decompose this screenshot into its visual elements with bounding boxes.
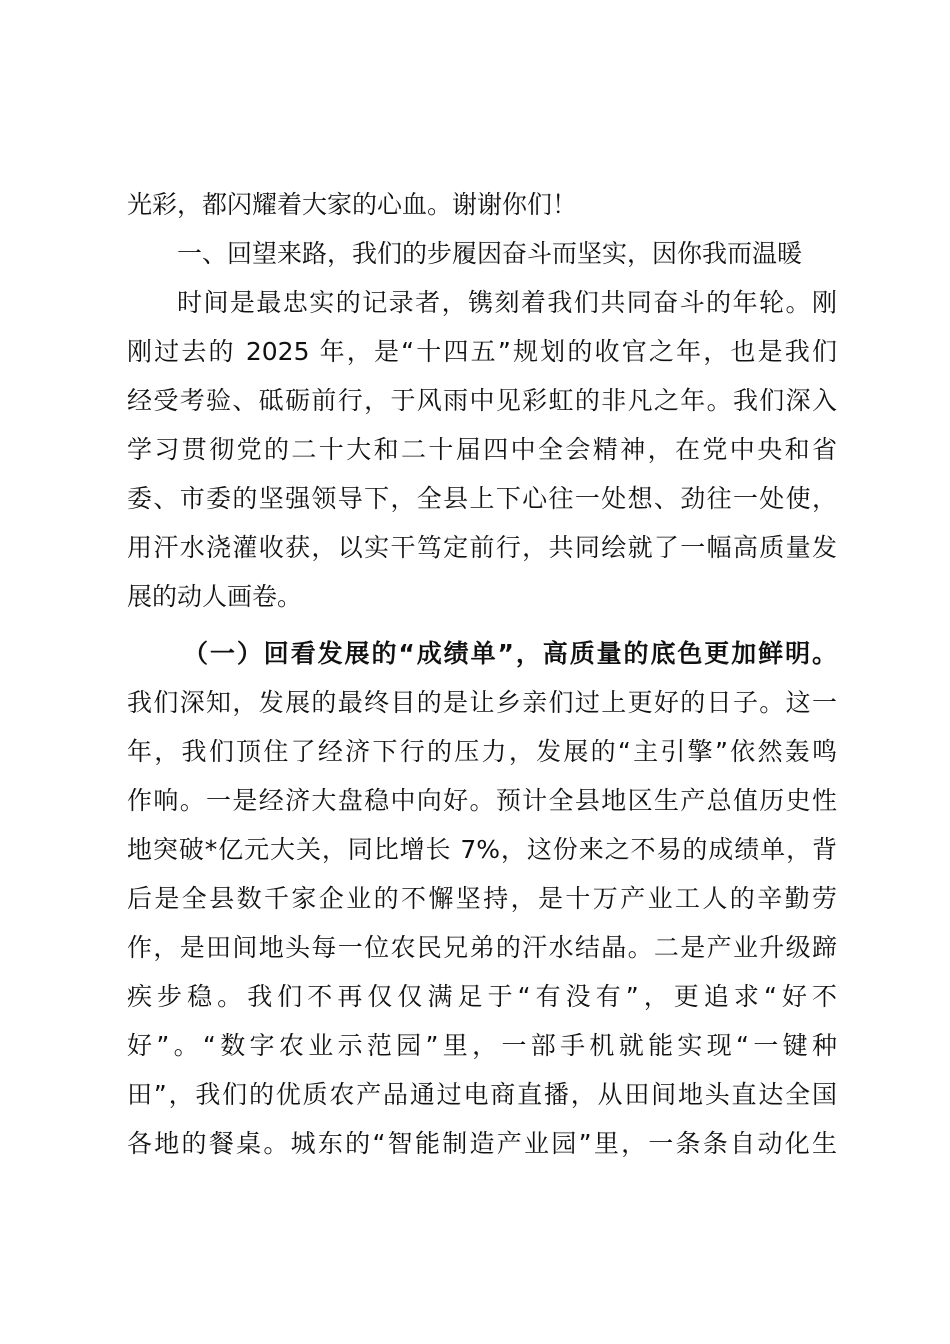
paragraph-line: 田”，我们的优质农产品通过电商直播，从田间地头直达全国 — [127, 1080, 837, 1109]
paragraph-line: 年，我们顶住了经济下行的压力，发展的“主引擎”依然轰鸣 — [127, 737, 837, 766]
section-heading-1: 一、回望来路，我们的步履因奋斗而坚实，因你我而温暖 — [177, 239, 803, 268]
paragraph-line: 学习贯彻党的二十大和二十届四中全会精神，在党中央和省 — [127, 435, 837, 464]
paragraph-line: 时间是最忠实的记录者，镌刻着我们共同奋斗的年轮。刚 — [177, 288, 837, 317]
paragraph-line: 疾步稳。我们不再仅仅满足于“有没有”，更追求“好不 — [127, 982, 837, 1011]
paragraph-line: 委、市委的坚强领导下，全县上下心往一处想、劲往一处使， — [127, 484, 837, 513]
paragraph-line: 各地的餐桌。城东的“智能制造产业园”里，一条条自动化生 — [127, 1129, 837, 1158]
paragraph-line: 作响。一是经济大盘稳中向好。预计全县地区生产总值历史性 — [127, 786, 837, 815]
paragraph-line: 我们深知，发展的最终目的是让乡亲们过上更好的日子。这一 — [127, 688, 837, 717]
paragraph-line: 后是全县数千家企业的不懈坚持，是十万产业工人的辛勤劳 — [127, 884, 837, 913]
paragraph-line: 经受考验、砥砺前行，于风雨中见彩虹的非凡之年。我们深入 — [127, 386, 837, 415]
paragraph-line-end: 展的动人画卷。 — [127, 582, 303, 611]
paragraph-line-closing: 光彩，都闪耀着大家的心血。谢谢你们！ — [127, 190, 578, 219]
paragraph-line: 刚过去的 2025 年，是“十四五”规划的收官之年，也是我们 — [127, 337, 837, 366]
paragraph-line: 用汗水浇灌收获，以实干笃定前行，共同绘就了一幅高质量发 — [127, 533, 837, 562]
paragraph-line: 地突破*亿元大关，同比增长 7%，这份来之不易的成绩单，背 — [127, 835, 837, 864]
subsection-heading-1: （一）回看发展的“成绩单”，高质量的底色更加鲜明。 — [183, 639, 837, 668]
paragraph-line: 好”。“数字农业示范园”里，一部手机就能实现“一键种 — [127, 1031, 837, 1060]
paragraph-line: 作，是田间地头每一位农民兄弟的汗水结晶。二是产业升级蹄 — [127, 933, 837, 962]
